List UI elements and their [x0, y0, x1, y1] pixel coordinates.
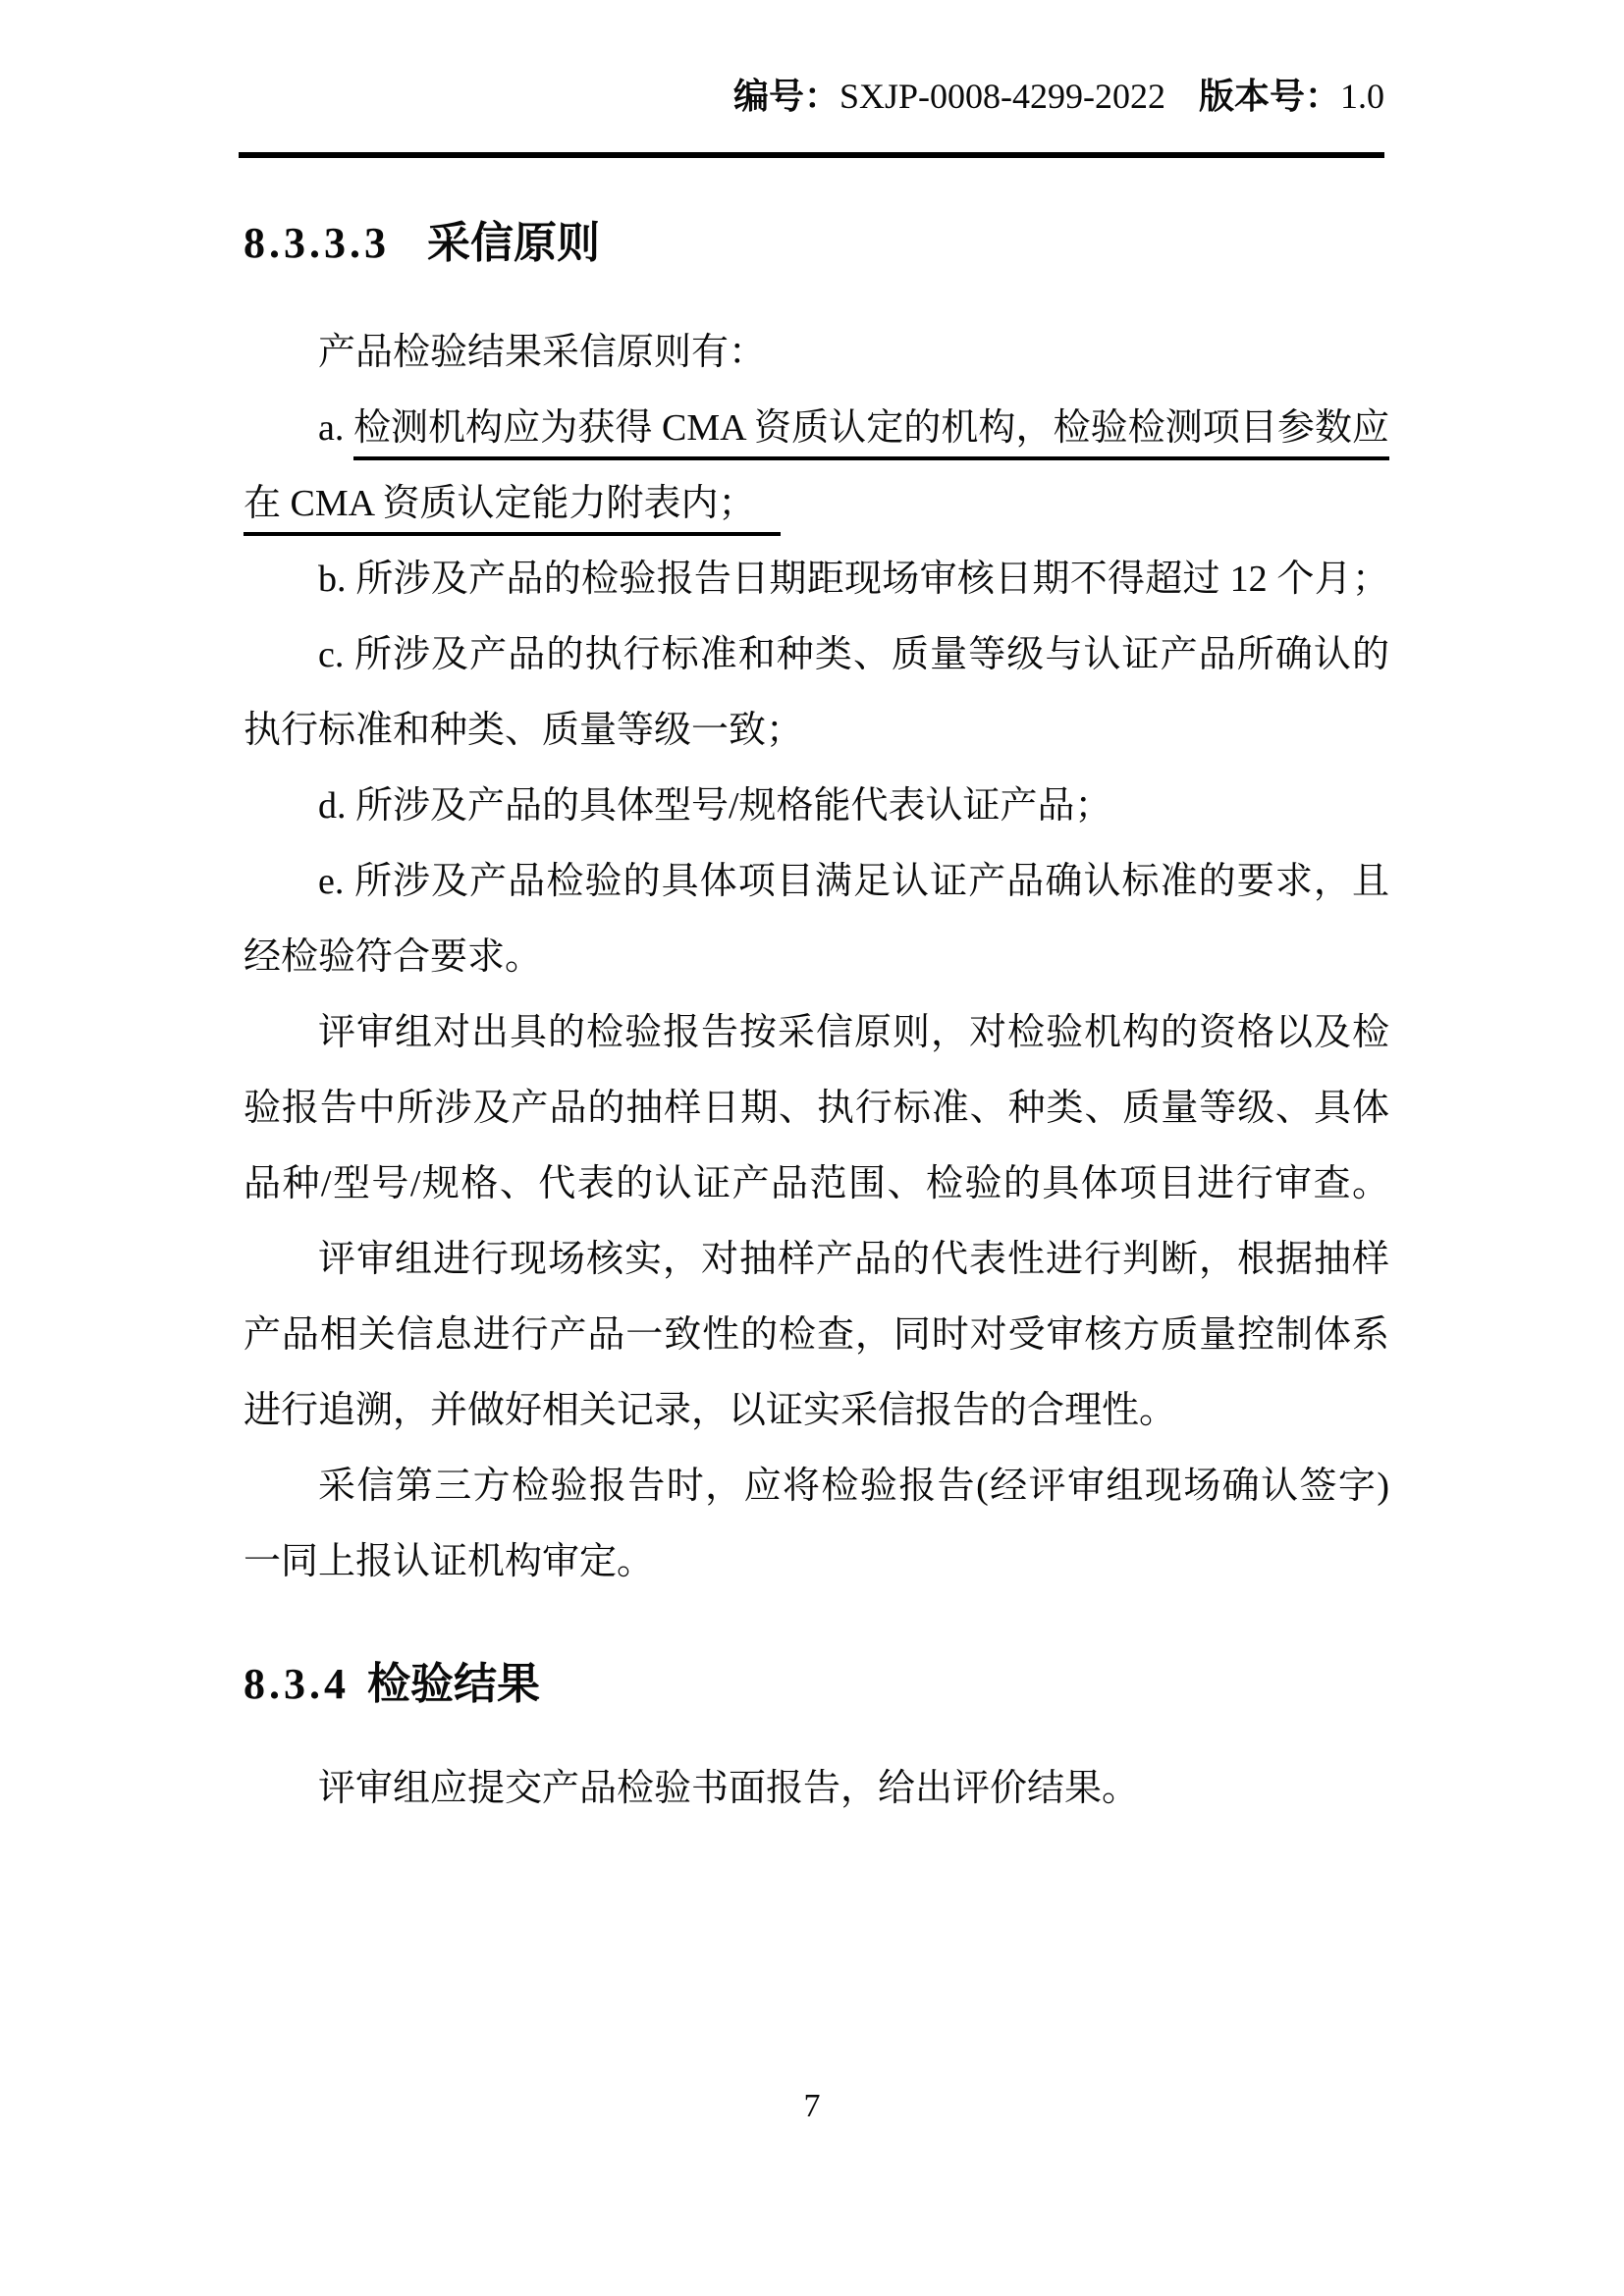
- paragraph-line: d. 所涉及产品的具体型号/规格能代表认证产品；: [318, 785, 1112, 827]
- paragraph-line: 验报告中所涉及产品的抽样日期、执行标准、种类、质量等级、具体: [244, 1088, 1389, 1129]
- doc-number-value: SXJP-0008-4299-2022: [839, 77, 1165, 116]
- underlined-text: 在 CMA 资质认定能力附表内；: [244, 483, 781, 536]
- paragraph-line: c. 所涉及产品的执行标准和种类、质量等级与认证产品所确认的: [318, 634, 1389, 675]
- paragraph-line: e. 所涉及产品检验的具体项目满足认证产品确认标准的要求，且: [318, 861, 1389, 902]
- paragraph-line: 评审组应提交产品检验书面报告，给出评价结果。: [318, 1768, 1140, 1809]
- section-body-834: [244, 1751, 1389, 1827]
- paragraph-line: 一同上报认证机构审定。: [244, 1541, 655, 1582]
- paragraph-line: 产品检验结果采信原则有：: [318, 332, 767, 373]
- doc-number-label: 编号：: [732, 76, 839, 116]
- page-number: 7: [803, 2088, 821, 2124]
- paragraph-line: [244, 391, 1389, 466]
- paragraph-line: 品种/型号/规格、代表的认证产品范围、检验的具体项目进行审查。: [244, 1163, 1389, 1204]
- paragraph-line: 产品相关信息进行产品一致性的检查，同时对受审核方质量控制体系: [244, 1314, 1389, 1356]
- section-heading-834: [244, 1661, 540, 1708]
- paragraph-line: 评审组进行现场核实，对抽样产品的代表性进行判断，根据抽样: [318, 1239, 1389, 1280]
- section-title: 检验结果: [367, 1660, 540, 1708]
- paragraph-line: b. 所涉及产品的检验报告日期距现场审核日期不得超过 12 个月；: [318, 559, 1389, 600]
- section-number: 8.3.3.3: [244, 219, 390, 267]
- version-label: 版本号：: [1198, 76, 1340, 116]
- document-header: [733, 75, 1384, 118]
- list-marker: a.: [318, 407, 353, 449]
- section-number: 8.3.4: [244, 1660, 350, 1708]
- paragraph-line: 评审组对出具的检验报告按采信原则，对检验机构的资格以及检: [318, 1012, 1389, 1053]
- paragraph-line: 经检验符合要求。: [244, 936, 543, 978]
- underlined-text: 检测机构应为获得 CMA 资质认定的机构，检验检测项目参数应: [353, 407, 1389, 460]
- paragraph-line: [244, 466, 1389, 542]
- section-title: 采信原则: [427, 219, 600, 267]
- header-rule: [239, 152, 1384, 158]
- paragraph-line: 执行标准和种类、质量等级一致；: [244, 710, 804, 751]
- paragraph-line: 进行追溯，并做好相关记录，以证实采信报告的合理性。: [244, 1390, 1177, 1431]
- section-body-8333: [244, 315, 1389, 1600]
- section-heading-8333: [244, 220, 600, 267]
- paragraph-line: 采信第三方检验报告时，应将检验报告(经评审组现场确认签字): [318, 1466, 1389, 1507]
- version-value: 1.0: [1340, 77, 1384, 116]
